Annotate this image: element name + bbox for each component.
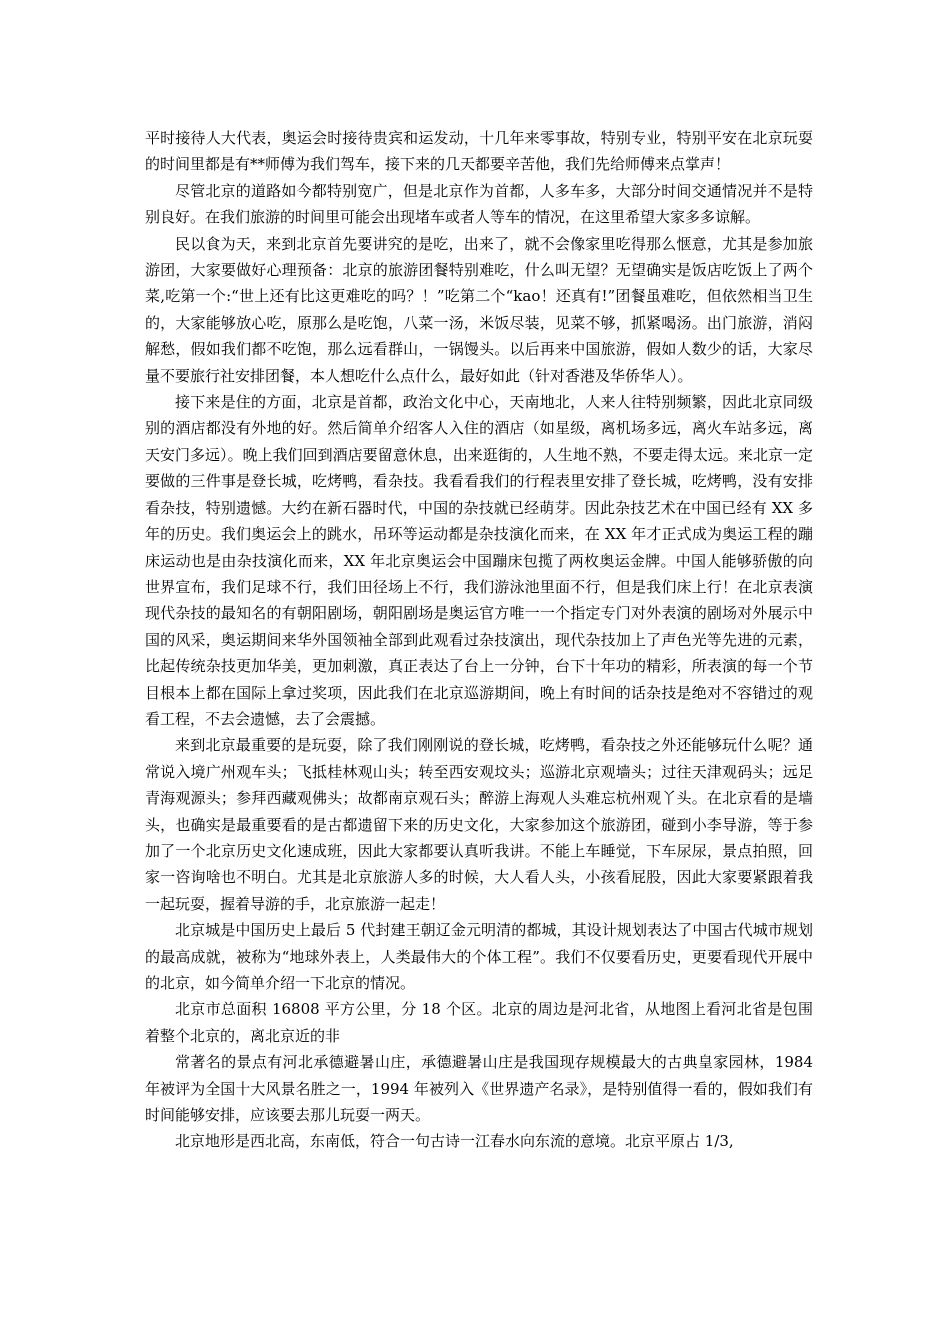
document-page (145, 125, 813, 1155)
paragraph-5: 来到北京最重要的是玩耍，除了我们刚刚说的登长城，吃烤鸭，看杂技之外还能够玩什么呢？通常说入境广州观车头；飞抵桂林观山头；转至西安观坟头；巡游北京观墙头；过往天津观码头；远足青海观源头；参拜西藏观佛头；故都南京观石头；醉游上海观人头难忘杭州观丫头。在北京看的是墙头，也确实是最重要看的是古都遗留下来的历史文化，大家参加这个旅游团，碰到小李导游，等于参加了一个北京历史文化速成班，因此大家都要认真听我讲。不能上车睡觉，下车尿尿，景点拍照，回家一咨询啥也不明白。尤其是北京旅游人多的时候，大人看人头，小孩看屁股，因此大家要紧跟着我一起玩耍，握着导游的手，北京旅游一起走！ (145, 736, 813, 913)
paragraph-9: 北京地形是西北高，东南低，符合一句古诗一江春水向东流的意境。北京平原占 1/3, (175, 1132, 734, 1151)
paragraph-8: 常著名的景点有河北承德避暑山庄，承德避暑山庄是我国现存规模最大的古典皇家园林，1984 年被评为全国十大风景名胜之一，1994 年被列入《世界遗产名录》，是特别值得一看的，假如我们有时间能够安排，应该要去那儿玩耍一两天。 (145, 1053, 813, 1125)
paragraph-1: 平时接待人大代表，奥运会时接待贵宾和运发动，十几年来零事故，特别专业，特别平安在北京玩耍的时间里都是有**师傅为我们驾车，接下来的几天都要辛苦他，我们先给师傅来点掌声！ (145, 129, 813, 174)
paragraph-4: 接下来是住的方面，北京是首都，政治文化中心，天南地北，人来人往特别频繁，因此北京同级别的酒店都没有外地的好。然后简单介绍客人入住的酒店（如星级，离机场多远，离火车站多远，离天安门多远）。晚上我们回到酒店要留意休息，出来逛街的，人生地不熟，不要走得太远。来北京一定要做的三件事是登长城，吃烤鸭，看杂技。我看看我们的行程表里安排了登长城，吃烤鸭，没有安排看杂技，特别遗憾。大约在新石器时代，中国的杂技就已经萌芽。因此杂技艺术在中国已经有 XX 多年的历史。我们奥运会上的跳水，吊环等运动都是杂技演化而来，在 XX 年才正式成为奥运工程的蹦床运动也是由杂技演化而来，XX 年北京奥运会中国蹦床包揽了两枚奥运金牌。中国人能够骄傲的向世界宣布，我们足球不行，我们田径场上不行，我们游泳池里面不行，但是我们床上行！在北京表演现代杂技的最知名的有朝阳剧场，朝阳剧场是奥运官方唯一一个指定专门对外表演的剧场对外展示中国的风采，奥运期间来华外国领袖全部到此观看过杂技演出，现代杂技加上了声色光等先进的元素，比起传统杂技更加华美，更加刺激，真正表达了台上一分钟，台下十年功的精彩，所表演的每一个节目根本上都在国际上拿过奖项，因此我们在北京巡游期间，晚上有时间的话杂技是绝对不容错过的观看工程，不去会遗憾，去了会震撼。 (145, 393, 813, 728)
paragraph-2: 尽管北京的道路如今都特别宽广，但是北京作为首都，人多车多，大部分时间交通情况并不是特别良好。在我们旅游的时间里可能会出现堵车或者人等车的情况，在这里希望大家多多谅解。 (145, 181, 813, 227)
paragraph-3: 民以食为天，来到北京首先要讲究的是吃，出来了，就不会像家里吃得那么惬意，尤其是参加旅游团，大家要做好心理预备：北京的旅游团餐特别难吃，什么叫无望？无望确实是饭店吃饭上了两个菜,吃第一个:“世上还有比这更难吃的吗？！”吃第二个“kao！还真有!”团餐虽难吃，但依然相当卫生的，大家能够放心吃，原那么是吃饱，八菜一汤，米饭尽装，见菜不够，抓紧喝汤。出门旅游，消闷解愁，假如我们都不吃饱，那么远看群山，一锅馒头。以后再来中国旅游，假如人数少的话，大家尽量不要旅行社安排团餐，本人想吃什么点什么，最好如此（针对香港及华侨华人）。 (145, 234, 813, 385)
paragraph-6: 北京城是中国历史上最后 5 代封建王朝辽金元明清的都城，其设计规划表达了中国古代城市规划的最高成就，被称为“地球外表上，人类最伟大的个体工程”。我们不仅要看历史，更要看现代开展中的北京，如今简单介绍一下北京的情况。 (145, 921, 813, 992)
paragraph-7: 北京市总面积 16808 平方公里，分 18 个区。北京的周边是河北省，从地图上看河北省是包围着整个北京的，离北京近的非 (145, 1000, 813, 1045)
